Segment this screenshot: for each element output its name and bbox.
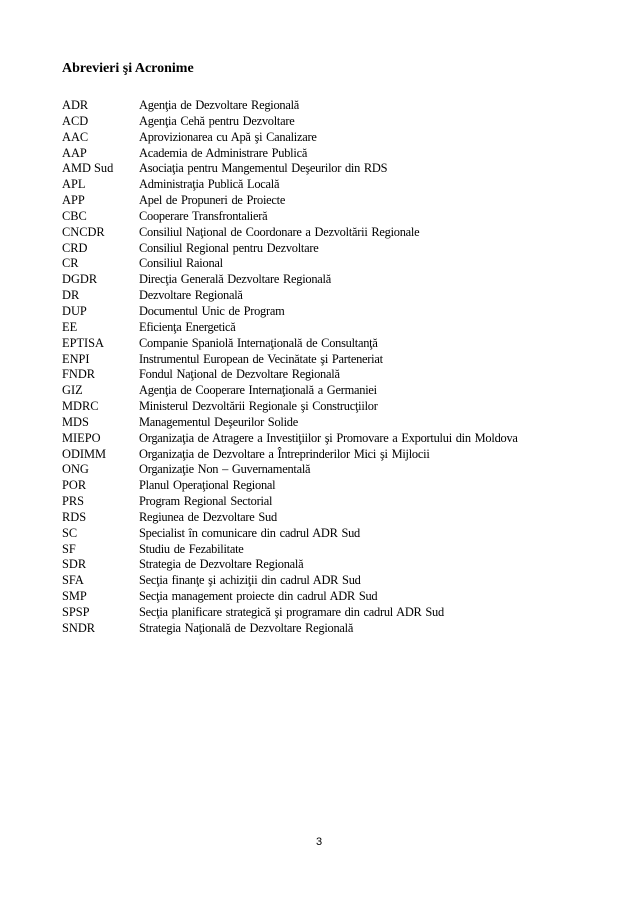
acronym-description: Consiliul Naţional de Coordonare a Dezvoltării Regionale — [139, 224, 420, 239]
acronym-abbreviation: POR — [62, 478, 87, 493]
acronym-abbreviation: FNDR — [62, 367, 96, 382]
acronym-row — [62, 399, 622, 415]
acronym-row — [62, 209, 622, 225]
acronym-description: Administraţia Publică Locală — [139, 177, 280, 192]
acronym-abbreviation: SMP — [62, 589, 87, 604]
acronym-abbreviation: CR — [62, 256, 79, 271]
acronym-row — [62, 510, 622, 526]
acronym-abbreviation: EPTISA — [62, 335, 104, 350]
acronym-abbreviation: DUP — [62, 303, 87, 318]
page-title: Abrevieri şi Acronime — [62, 61, 194, 76]
acronym-row — [62, 161, 622, 177]
acronym-row — [62, 447, 622, 463]
acronym-row — [62, 415, 622, 431]
acronym-description: Dezvoltare Regională — [139, 288, 243, 303]
acronym-row — [62, 146, 622, 162]
acronym-row — [62, 256, 622, 272]
acronym-description: Cooperare Transfrontalieră — [139, 208, 268, 223]
acronym-row — [62, 98, 622, 114]
acronym-abbreviation: APP — [62, 193, 85, 208]
acronym-description: Planul Operaţional Regional — [139, 478, 276, 493]
acronym-description: Secţia planificare strategică şi programare din cadrul ADR Sud — [139, 605, 444, 619]
acronym-row — [62, 272, 622, 288]
page-number: 3 — [315, 836, 323, 848]
acronym-row — [62, 114, 622, 130]
acronym-abbreviation: AAC — [62, 129, 89, 144]
acronym-list — [62, 98, 622, 637]
acronym-description: Program Regional Sectorial — [139, 494, 273, 509]
acronym-description: Apel de Propuneri de Proiecte — [139, 193, 286, 208]
acronym-description: Agenţia de Dezvoltare Regională — [139, 98, 300, 112]
acronym-row — [62, 336, 622, 352]
acronym-description: Managementul Deşeurilor Solide — [139, 414, 298, 429]
acronym-row — [62, 526, 622, 542]
acronym-description: Strategia Naţională de Dezvoltare Regională — [139, 620, 354, 635]
acronym-row — [62, 494, 622, 510]
acronym-abbreviation: APL — [62, 177, 86, 192]
acronym-description: Consiliul Regional pentru Dezvoltare — [139, 240, 319, 255]
acronym-description: Instrumentul European de Vecinătate şi Parteneriat — [139, 351, 383, 366]
acronym-row — [62, 573, 622, 589]
acronym-description: Specialist în comunicare din cadrul ADR Sud — [139, 525, 360, 540]
acronym-row — [62, 367, 622, 383]
acronym-abbreviation: RDS — [62, 509, 87, 524]
acronym-description: Organizaţia de Atragere a Investiţiilor şi Promovare a Exportului din Moldova — [139, 430, 518, 445]
acronym-description: Consiliul Raional — [139, 256, 223, 271]
acronym-abbreviation: CBC — [62, 208, 87, 223]
acronym-description: Academia de Administrare Publică — [139, 145, 308, 160]
acronym-abbreviation: MIEPO — [62, 430, 101, 445]
acronym-abbreviation: ENPI — [62, 351, 90, 366]
acronym-abbreviation: SNDR — [62, 620, 96, 635]
acronym-description: Companie Spaniolă Internaţională de Consultanţă — [139, 335, 378, 350]
acronym-abbreviation: GIZ — [62, 383, 83, 398]
acronym-abbreviation: EE — [62, 319, 78, 334]
acronym-row — [62, 288, 622, 304]
acronym-row — [62, 241, 622, 257]
acronym-row — [62, 352, 622, 368]
acronym-abbreviation: SDR — [62, 557, 87, 572]
acronym-abbreviation: DR — [62, 288, 80, 303]
acronym-description: Secţia finanţe şi achiziţii din cadrul ADR Sud — [139, 573, 361, 588]
acronym-description: Direcţia Generală Dezvoltare Regională — [139, 272, 331, 287]
acronym-row — [62, 462, 622, 478]
acronym-row — [62, 621, 622, 637]
acronym-description: Organizaţie Non – Guvernamentală — [139, 462, 311, 477]
acronym-row — [62, 130, 622, 146]
acronym-description: Studiu de Fezabilitate — [139, 541, 244, 556]
acronym-abbreviation: MDRC — [62, 399, 99, 414]
acronym-row — [62, 605, 622, 621]
acronym-description: Regiunea de Dezvoltare Sud — [139, 509, 277, 524]
acronym-description: Agenţia Cehă pentru Dezvoltare — [139, 113, 295, 128]
acronym-row — [62, 193, 622, 209]
acronym-abbreviation: CNCDR — [62, 224, 105, 239]
acronym-abbreviation: PRS — [62, 494, 85, 509]
acronym-description: Eficienţa Energetică — [139, 319, 236, 334]
acronym-description: Documentul Unic de Program — [139, 303, 285, 318]
acronym-row — [62, 304, 622, 320]
acronym-description: Ministerul Dezvoltării Regionale şi Construcţiilor — [139, 399, 378, 414]
acronym-abbreviation: DGDR — [62, 272, 98, 287]
acronym-row — [62, 320, 622, 336]
acronym-description: Fondul Naţional de Dezvoltare Regională — [139, 367, 340, 382]
acronym-row — [62, 225, 622, 241]
acronym-row — [62, 557, 622, 573]
acronym-row — [62, 177, 622, 193]
acronym-description: Organizaţia de Dezvoltare a Întreprinderilor Mici şi Mijlocii — [139, 446, 430, 461]
acronym-abbreviation: SC — [62, 525, 78, 540]
acronym-row — [62, 478, 622, 494]
acronym-description: Strategia de Dezvoltare Regională — [139, 557, 304, 572]
acronym-abbreviation: ADR — [62, 98, 89, 112]
acronym-row — [62, 589, 622, 605]
acronym-row — [62, 383, 622, 399]
acronym-abbreviation: SPSP — [62, 605, 90, 619]
acronym-abbreviation: MDS — [62, 414, 89, 429]
acronym-row — [62, 431, 622, 447]
acronym-description: Secţia management proiecte din cadrul ADR Sud — [139, 589, 378, 604]
acronym-abbreviation: SFA — [62, 573, 84, 588]
acronym-abbreviation: SF — [62, 541, 76, 556]
acronym-abbreviation: AMD Sud — [62, 161, 114, 176]
acronym-abbreviation: ACD — [62, 113, 89, 128]
acronym-abbreviation: ODIMM — [62, 446, 107, 461]
acronym-description: Agenţia de Cooperare Internaţională a Germaniei — [139, 383, 377, 398]
acronym-row — [62, 542, 622, 558]
acronym-abbreviation: ONG — [62, 462, 89, 477]
acronym-description: Aprovizionarea cu Apă şi Canalizare — [139, 129, 317, 144]
acronym-abbreviation: CRD — [62, 240, 88, 255]
acronym-description: Asociaţia pentru Mangementul Deşeurilor din RDS — [139, 161, 388, 176]
acronym-abbreviation: AAP — [62, 145, 87, 160]
